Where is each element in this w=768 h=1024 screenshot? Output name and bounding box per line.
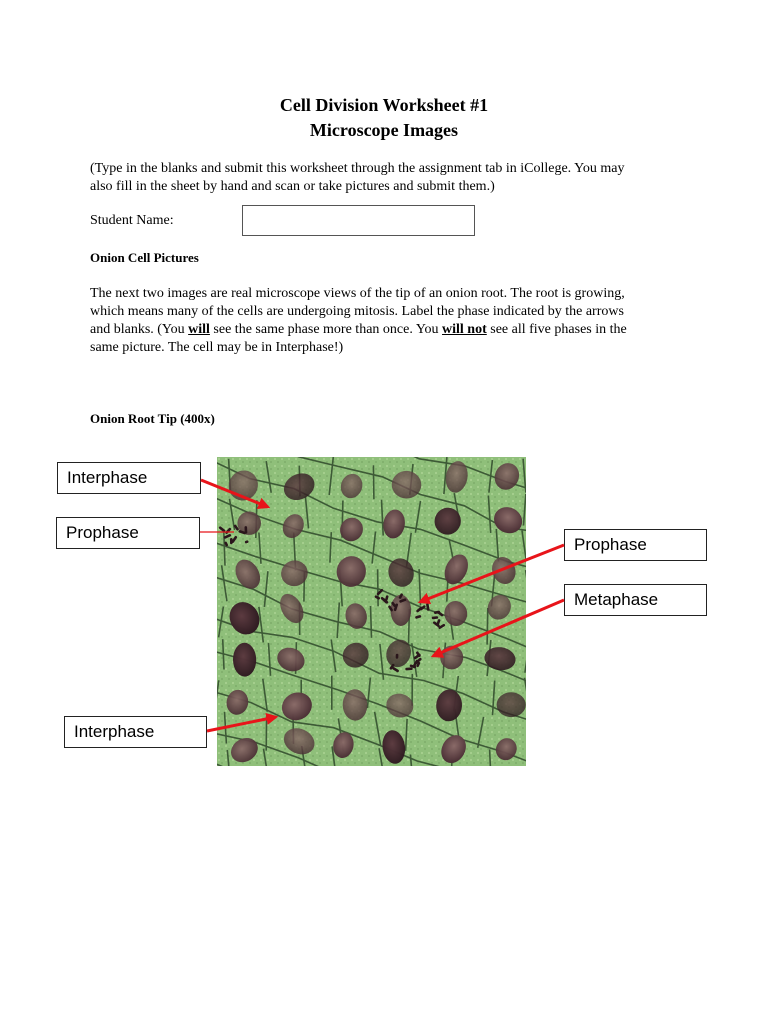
student-name-label: Student Name: (90, 213, 174, 228)
cell-nucleus (391, 595, 412, 626)
chromosome (393, 603, 395, 606)
body-line-4: same picture. The cell may be in Interphase!) (90, 340, 344, 355)
cell-wall-segment (378, 569, 379, 606)
body-line-3 (90, 321, 680, 339)
chromosome (427, 605, 428, 610)
chromosome (418, 663, 419, 666)
phase-label-interphase-top[interactable] (57, 462, 201, 494)
chromosome (240, 531, 245, 533)
instructions-line-1: (Type in the blanks and submit this worksheet through the assignment tab in iCollege. You may (90, 161, 625, 176)
figure-caption: Onion Root Tip (400x) (90, 411, 215, 426)
phase-label-prophase-left[interactable] (56, 517, 200, 549)
phase-label-metaphase[interactable] (564, 584, 707, 616)
instructions-line-2: also fill in the sheet by hand and scan or take pictures and submit them.) (90, 179, 495, 194)
chromosome (417, 616, 420, 617)
body-text (90, 285, 680, 357)
cell-background (217, 457, 526, 766)
body-line-1: The next two images are real microscope views of the tip of an onion root. The root is growing, (90, 286, 625, 301)
phase-label-text: Interphase (74, 722, 155, 741)
body-line-3-c: see all five phases in the (486, 322, 627, 337)
chromosome (401, 600, 406, 602)
body-line-3-a: and blanks. (You (90, 322, 189, 337)
phase-label-text: Metaphase (574, 590, 659, 609)
student-name-field[interactable] (242, 205, 475, 236)
phase-label-text: Interphase (67, 468, 148, 487)
chromosome (390, 607, 392, 610)
phase-label-text: Prophase (574, 535, 647, 554)
chromosome (226, 543, 227, 545)
body-line-2: which means many of the cells are undergoing mitosis. Label the phase indicated by the arrows (90, 304, 624, 319)
emphasis-will-not: will not (442, 322, 487, 337)
body-line-3-b: see the same phase more than once. You (209, 322, 443, 337)
chromosome (395, 605, 397, 610)
phase-label-text: Prophase (66, 523, 139, 542)
chromosome (386, 597, 387, 600)
cell-wall-segment (371, 606, 372, 638)
chromosome (411, 666, 415, 667)
emphasis-will: will (188, 322, 210, 337)
cell-wall-segment (487, 608, 488, 645)
chromosome (400, 595, 402, 598)
cell-wall-segment (373, 465, 374, 499)
worksheet-subtitle: Microscope Images (309, 120, 459, 140)
onion-root-tip-micrograph (217, 457, 526, 766)
worksheet-title: Cell Division Worksheet #1 (279, 95, 489, 115)
section-heading: Onion Cell Pictures (90, 250, 199, 265)
phase-label-prophase-right[interactable] (564, 529, 707, 561)
chromosome (435, 612, 439, 613)
instructions (90, 160, 680, 196)
chromosome (376, 597, 379, 599)
phase-label-interphase-bottom[interactable] (64, 716, 207, 748)
